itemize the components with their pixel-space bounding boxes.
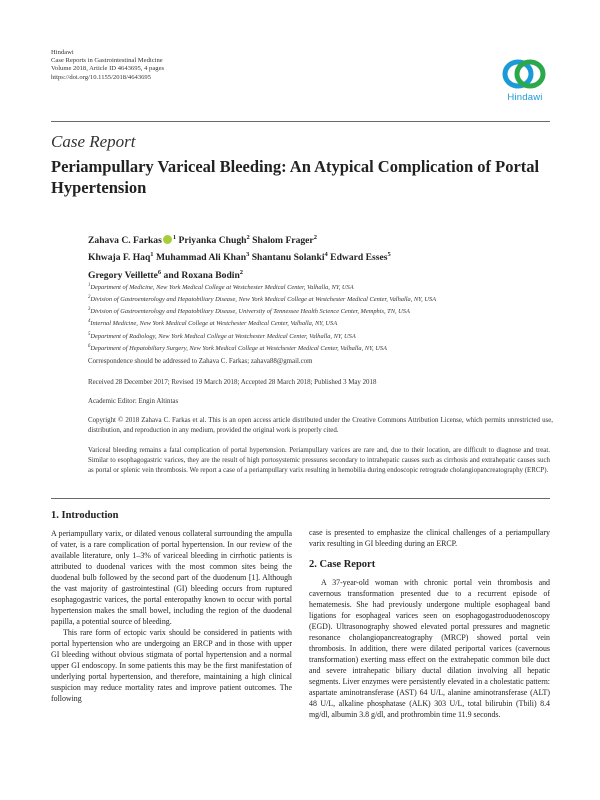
body-paragraph: A periampullary varix, or dilated venous collateral surrounding the ampulla of vater, is a rare complication of portal hypertension. In our review of the available literature, only 1–3% of variceal bleeding in cirrhotic patients is attributed to duodenal varices with the most common sites being the duodenal bulb followed by the second part of the duodenum [1]. Although the vast majority of gastrointestinal (GI) bleeding occurs from ruptured esophagogastric varices, the portal enteropathy known to occur with portal hypertension makes the small bowel, including the region of the duodenal papilla, a potential source of bleeding. [51,529,292,626]
publisher-name: Hindawi [51,49,74,56]
author-name: Edward Esses [330,252,388,264]
author-name: Priyanka Chugh [178,235,247,247]
author-affiliation-number: 1 [172,234,177,241]
author-name: Shantanu Solanki [251,252,325,264]
abstract: Variceal bleeding remains a fatal complication of portal hypertension. Periampullary varices are rare and, due to their location, are difficult to diagnose and treat. Similar to esophagogastric varices, they are the result of high portosystemic pressures secondary to intrahepatic causes such as cirrhosis and extrahepatic causes such as portal or splenic vein thrombosis. We report a case of a periampullary varix resulting in hemobilia during endoscopic retrograde cholangiopancreatography (ERCP). [88,447,550,475]
affiliation-item: $^6$Department of Hepatobiliary Surgery, New York Medical College at Westchester Medical Center, Valhalla, NY, USA [88,343,387,352]
author-name: Khwaja F. Haq [88,252,151,264]
volume-info: Volume 2018, Article ID 4643695, 4 pages [51,65,165,73]
publication-dates: Received 28 December 2017; Revised 19 March 2018; Accepted 28 March 2018; Published 3 May 2018 [88,379,377,386]
affiliation-item: $^2$Division of Gastroenterology and Hepatobiliary Disease, New York Medical College at Westchester Medical Center, Valhalla, NY, USA [88,295,437,304]
author-name: Muhammad Ali Khan [155,252,247,264]
article-title: Periampullary Variceal Bleeding: An Atypical Complication of Portal Hypertension [51,157,540,197]
author-affiliation-number: 3 [246,251,250,259]
article-type: Case Report [51,132,136,151]
author-affiliation-number: 1 [150,251,154,259]
author-name: Shalom Frager [252,235,314,247]
affiliation-item: $^4$Internal Medicine, New York Medical College at Westchester Medical Center, Valhalla, NY, USA [88,319,338,328]
author-affiliation-number: 5 [387,251,391,259]
academic-editor: Academic Editor: Engin Altintas [88,398,179,405]
section-heading-introduction: 1. Introduction [51,510,119,521]
author-affiliation-number: 4 [324,251,328,259]
body-paragraph: A 37-year-old woman with chronic portal vein thrombosis and cavernous transformation presented due to a recurrent episode of hematemesis. She had previously undergone multiple esophageal band ligations for esophageal varices seen on esophagogastroduodenoscopy (EGD). Ultrasonography showed elevated portal pressures and magnetic resonance cholangiopancreatography (MRCP) showed portal vein thrombosis. In addition, there were dilated periportal varices (cavernous transformation) exerting mass effect on the extrahepatic common bile duct and severe intrahepatic biliary ductal dilation involving all hepatic segments. Liver enzymes were persistently elevated in a cholestatic pattern: aspartate aminotransferase (AST) 64 U/L, alanine aminotransferase (ALT) 48 U/L, alkaline phosphatase (ALK) 303 U/L, total bilirubin (Tbili) 8.4 mg/dl, albumin 3.8 g/dl, and prothrombin time 11.9 seconds. [309,578,550,719]
affiliation-item: $^1$Department of Medicine, New York Medical College at Westchester Medical Center, Valhalla, NY, USA [88,283,354,292]
author-name: Gregory Veillette [88,270,158,282]
left-column [51,509,292,704]
author-list: Zahava C. Farkas $^1$ Priyanka Chugh$^2$ Shalom Frager$^2$ Khwaja F. Haq$^1$ Muhammad Ali Khan$^3$ Shantanu Solanki$^4$ Edward Esses$^5$ Gregory Veillette$^6$ and Roxana Bodin$^2$ [88,234,391,282]
author-affiliation-number: 2 [239,268,244,276]
author-name: Zahava C. Farkas [88,235,162,247]
body-paragraph: This rare form of ectopic varix should be considered in patients with portal hypertension who are undergoing an ERCP and in those with upper GI bleeding without obvious stigmata of portal hypertension and a normal upper GI endoscopy. In some patients this may be the first manifestation of underlying portal hypertension, and therefore, maintaining a high clinical suspicion may reduce mortality rates and improve patient outcomes. The following [51,628,292,703]
orcid-icon[interactable] [163,235,172,244]
correspondence: Correspondence should be addressed to Zahava C. Farkas; zahava88@gmail.com [88,358,313,365]
journal-name: Case Reports in Gastrointestinal Medicine [51,57,163,65]
copyright-notice: Copyright © 2018 Zahava C. Farkas et al. This is an open access article distributed under the Creative Commons Attribution License, which permits unrestricted use, distribution, and reproduction in any medium, provided the original work is properly cited. [88,417,553,434]
author-affiliation-number: 2 [246,234,250,241]
hindawi-logo-text: Hindawi [507,92,543,103]
affiliation-list [88,281,558,354]
affiliation-item: $^3$Division of Gastroenterology and Hepatobiliary Disease, University of Tennessee Health Science Center, Memphis, TN, USA [88,307,410,316]
right-column [309,527,550,720]
author-affiliation-number: 6 [157,268,162,276]
author-name: Roxana Bodin [181,270,240,282]
journal-header [51,49,164,82]
author-affiliation-number: 2 [313,234,317,241]
doi-link[interactable]: https://doi.org/10.1155/2018/4643695 [51,73,152,81]
abstract-divider [51,498,550,499]
body-paragraph: case is presented to emphasize the clinical challenges of a periampullary varix resulting in GI bleeding during an ERCP. [309,528,550,548]
affiliation-item: $^5$Department of Radiology, New York Medical College at Westchester Medical Center, Valhalla, NY, USA [88,331,356,340]
header-divider [51,121,550,122]
section-heading-case-report: 2. Case Report [309,559,376,570]
